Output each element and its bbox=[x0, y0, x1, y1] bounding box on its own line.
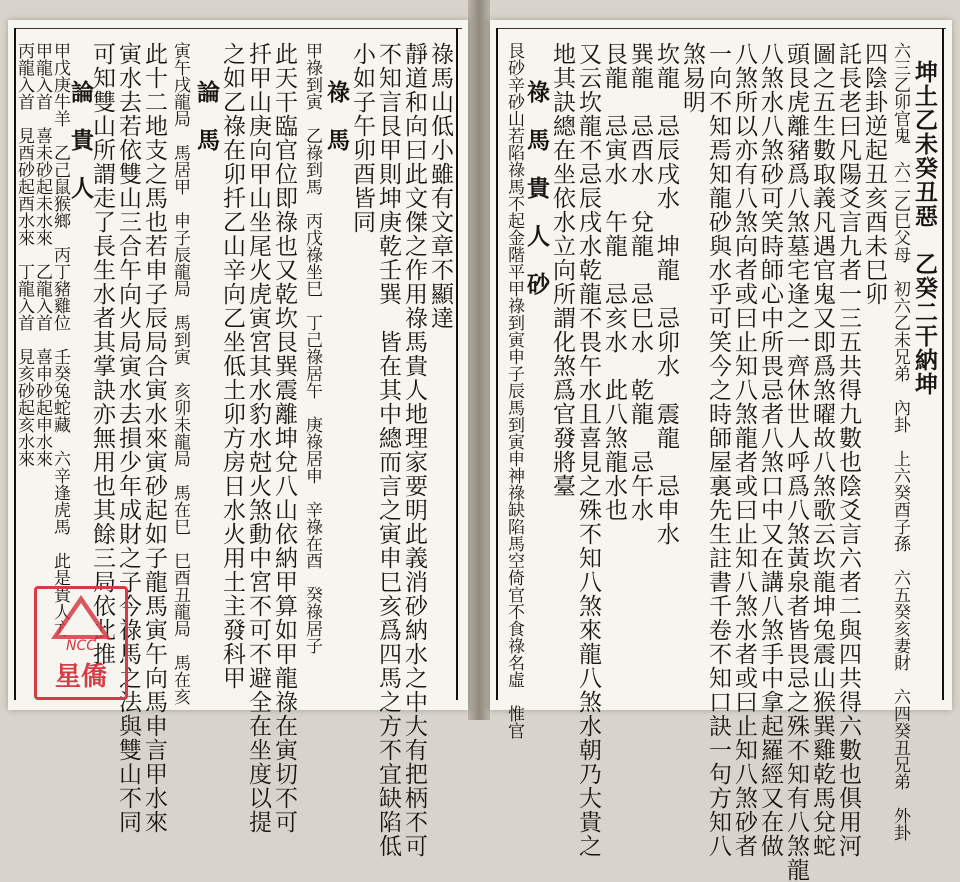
section-heading: 論 馬 bbox=[193, 80, 220, 152]
text-column: 託長老曰凡陽爻言九者一三五共得九數也陰爻言六者二與四共得六數也俱用河 bbox=[835, 42, 861, 858]
section-heading: 祿 馬 貴 人 砂 bbox=[523, 80, 550, 296]
text-column: 八煞所以亦有八煞向者或曰止知八煞龍者或曰止知八煞水者或曰止知八煞砂者 bbox=[731, 42, 757, 858]
text-column: 寅水去若依雙山三合午向火局寅水去損少年成財之子今祿馬之法與雙山不同 bbox=[115, 42, 141, 834]
page-frame-right bbox=[456, 28, 458, 700]
book-gutter bbox=[468, 0, 490, 720]
text-column: 甲戊庚牛羊 乙己鼠猴鄉 丙丁豬雞位 壬癸兔蛇藏 六辛逢虎馬 此是貴人方 bbox=[50, 42, 70, 637]
page-frame-right bbox=[942, 28, 944, 700]
text-column: 坎龍 忌辰戌水 坤龍 忌卯水 震龍 忌申水 bbox=[653, 42, 679, 546]
text-column: 寅午戌龍局 馬居甲 申子辰龍局 馬到寅 亥卯未龍局 馬在巳 巳酉丑龍局 馬在亥 bbox=[170, 42, 190, 705]
text-column: 不知言艮甲則坤庚乾壬巽 皆在其中總而言之寅申巳亥爲四馬之方不宜缺陷低 bbox=[375, 42, 401, 858]
publisher-stamp bbox=[34, 586, 128, 700]
text-column: 一向不知焉知龍砂與水乎可笑今之時師屋裏先生註書千卷不知口訣一句方知八 bbox=[705, 42, 731, 858]
text-column: 祿馬山低小雖有文章不顯達 bbox=[427, 42, 453, 330]
top-border bbox=[14, 28, 462, 29]
stamp-name: 星僑 bbox=[54, 662, 107, 692]
top-border bbox=[496, 28, 946, 29]
text-column: 八煞水八煞砂可笑時師心中所畏忌者八煞口中又在講八煞手中拿起羅經又在做 bbox=[757, 42, 783, 858]
text-column: 扦甲山庚向甲山坐尾火虎寅宮其水豹水尅火煞動中宮不可不避全在坐度以提 bbox=[245, 42, 271, 834]
page-frame-left bbox=[496, 28, 498, 700]
stamp-code: NCC bbox=[65, 638, 97, 654]
stamp-triangle-inner bbox=[59, 603, 103, 635]
text-column: 小如子午卯酉皆同 bbox=[349, 42, 375, 234]
section-heading: 祿 馬 bbox=[323, 80, 350, 152]
text-column: 靜道和向曰此文傑之作用祿馬貴人地理家要明此義消砂納水之中大有把柄不可 bbox=[401, 42, 427, 858]
right-page bbox=[490, 20, 952, 882]
text-column: 艮砂辛砂山若陷祿馬不起金階平甲祿到寅申子辰馬到寅申神祿缺陷馬空倚官不食祿名虛 惟官 bbox=[504, 42, 524, 739]
text-column: 六三乙卯官鬼 六二乙巳父母 初六乙未兄弟 內卦 上六癸酉子孫 六五癸亥妻財 六四癸丑兄弟 外卦 bbox=[890, 42, 910, 841]
text-column: 煞易明 bbox=[679, 42, 705, 114]
text-column: 地其訣總在坐依水立向所謂化煞爲官發將臺 bbox=[549, 42, 575, 498]
text-column: 甲龍入首 喜未砂起未水來 乙龍入首 喜申砂起申水來 bbox=[32, 42, 52, 467]
text-column: 此十二地支之馬也若申子辰局合寅水來寅砂起如子龍馬寅午向馬申言甲水來 bbox=[141, 42, 167, 834]
text-column: 艮龍 忌寅水 午龍 忌亥水 此八煞龍水也 bbox=[601, 42, 627, 522]
text-column: 之如乙祿在卯扦乙山辛向乙坐低土卯方房日水火用土主發科甲 bbox=[219, 42, 245, 690]
text-column: 可知雙山所謂走了長生水者其掌訣亦無用也其餘三局依此推 bbox=[89, 42, 115, 666]
text-column: 甲祿到寅 乙祿到馬 丙戊祿坐巳 丁己祿居午 庚祿居申 辛祿在酉 癸祿居子 bbox=[302, 42, 322, 654]
section-heading: 論 貴 人 bbox=[67, 80, 94, 200]
text-column: 巽龍 忌酉水 兌龍 忌巳水 乾龍 忌午水 bbox=[627, 42, 653, 522]
chapter-heading: 坤土乙未癸丑惡 乙癸二干納坤 bbox=[911, 60, 938, 396]
text-column: 四陰卦逆起丑亥酉未巳卯 bbox=[861, 42, 887, 306]
text-column: 又云坎龍不忌辰戌水乾龍不畏午水且喜見之殊不知八煞來龍八煞水朝乃大貴之 bbox=[575, 42, 601, 858]
text-column: 圖之五生數取義凡遇官鬼又即爲煞曜故八煞歌云坎龍坤兔震山猴巽雞乾馬兌蛇 bbox=[809, 42, 835, 858]
text-column: 此天干臨官位即祿也又乾坎艮巽震離坤兌八山依納甲算如甲龍祿在寅切不可 bbox=[271, 42, 297, 834]
text-column: 丙龍入首 見酉砂起酉水來 丁龍入首 見亥砂起亥水來 bbox=[14, 42, 34, 467]
text-column: 頭艮虎離豬爲八煞墓宅逢之一齊休世人呼爲八煞黃泉者皆畏忌之殊不知有八煞龍 bbox=[783, 42, 809, 882]
